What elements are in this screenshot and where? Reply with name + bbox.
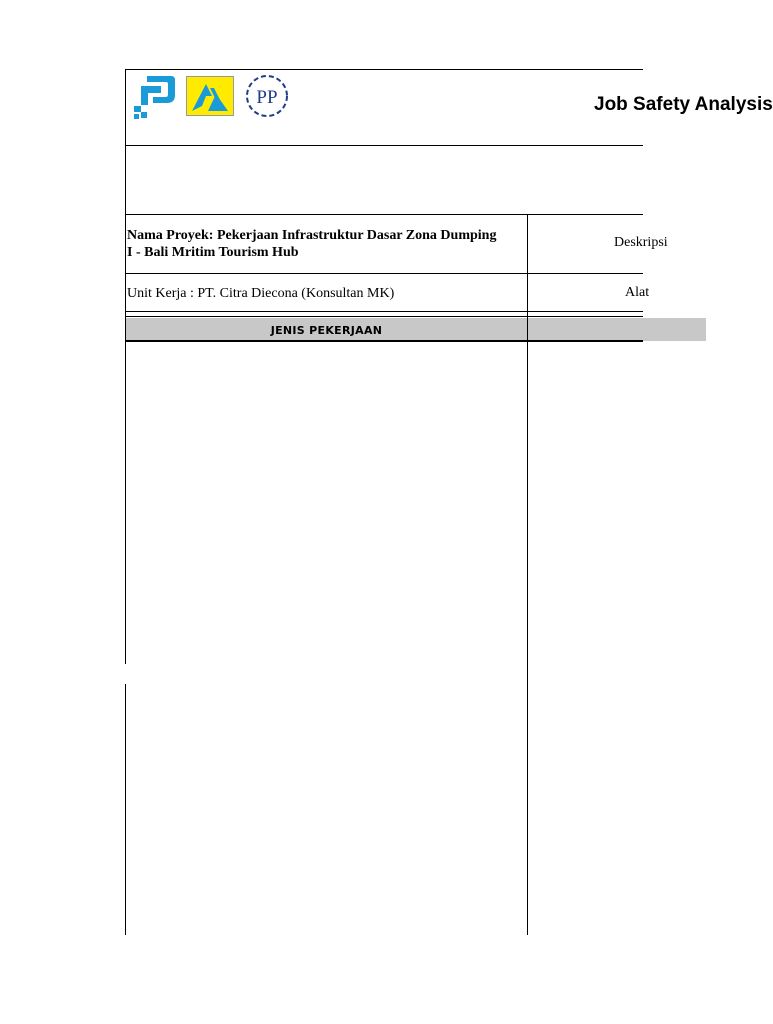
logo-row-divider [125, 145, 643, 146]
yellow-triangle-logo-icon [186, 76, 234, 116]
pp-logo-icon [245, 74, 289, 118]
description-label: Deskripsi [614, 235, 668, 250]
tool-label: Alat [625, 285, 650, 300]
pp-logo [245, 74, 289, 118]
unit-row-divider [125, 311, 643, 312]
header-bottom-line [125, 340, 643, 342]
project-row-divider [125, 273, 643, 274]
header-top-line [125, 316, 643, 317]
work-unit: Unit Kerja : PT. Citra Diecona (Konsultan MK) [127, 286, 395, 301]
document-title: Job Safety Analysis [594, 94, 773, 115]
left-border-lower [125, 684, 126, 935]
yellow-triangle-logo [186, 76, 234, 116]
top-border [125, 69, 643, 70]
company-logo-blue [133, 73, 177, 121]
header-column-divider [527, 316, 528, 342]
pp-logo-text: PP [256, 87, 278, 108]
project-name-line2: I - Bali Mritim Tourism Hub [127, 245, 299, 260]
company-logo-blue-icon [133, 73, 177, 121]
project-name-line1: Nama Proyek: Pekerjaan Infrastruktur Dasar Zona Dumping [127, 228, 497, 243]
table-header-job-type: JENIS PEKERJAAN [270, 324, 383, 337]
blank-row-divider [125, 214, 643, 215]
left-border-upper [125, 69, 126, 664]
